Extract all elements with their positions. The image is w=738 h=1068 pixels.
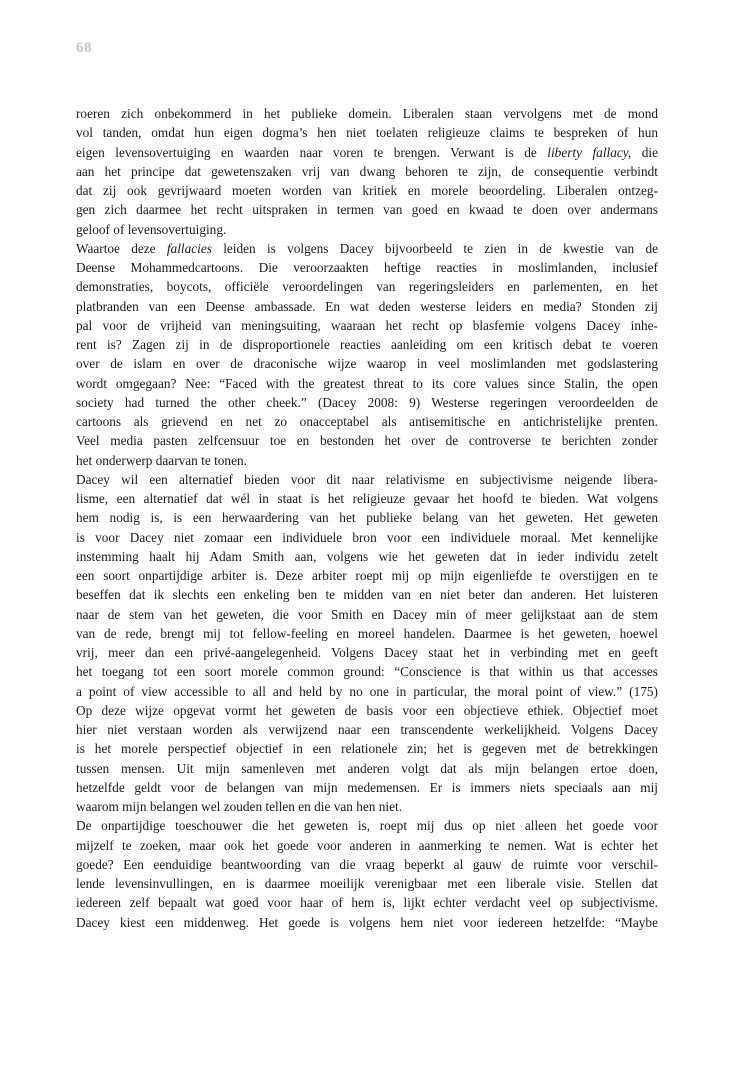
- text-line: [76, 354, 658, 373]
- text-segment: gen zich daarmee het recht uitspraken in termen van goed en kwaad te doen over andermans: [76, 202, 658, 218]
- text-segment: iedereen zelf bepaalt wat goed voor haar of hem is, lijkt echter verdacht veel op subjectivisme.: [76, 895, 658, 911]
- text-segment: is het morele perspectief objectief in een relationele zin; het is gegeven met de betrekkingen: [76, 741, 658, 757]
- paragraph: [76, 470, 658, 817]
- text-segment: mijzelf te zoeken, maar ook het goede voor anderen in aanmerking te nemen. Wat is echter het: [76, 837, 658, 853]
- text-line: [76, 489, 658, 508]
- text-segment: roeren zich onbekommerd in het publieke domein. Liberalen staan vervolgens met de mond: [76, 106, 658, 121]
- text-line: [76, 528, 658, 547]
- text-segment: eigen levensovertuiging en waarden naar voren te brengen. Verwant is de: [76, 144, 548, 160]
- text-segment: Deense Mohammedcartoons. Die veroorzaakten heftige reacties in moslimlanden, inclusief: [76, 260, 658, 275]
- text-line: [76, 566, 658, 585]
- text-line: [76, 220, 658, 239]
- text-line: [76, 624, 658, 643]
- text-segment: is voor Dacey niet zomaar een individuele bron voor een individuele moraal. Met kennelijke: [76, 529, 658, 545]
- text-line: [76, 913, 658, 932]
- text-line: [76, 874, 658, 893]
- text-line: [76, 412, 658, 431]
- text-segment: lisme, een alternatief dat wél in staat is het religieuze gevaar het hoofd te bieden. Wat volgens: [76, 491, 658, 506]
- text-segment: dat zij ook gevrijwaard moeten worden van kritiek en morele beoordeling. Liberalen ontzeg-: [76, 183, 658, 198]
- text-segment: geloof of levensovertuiging.: [76, 221, 227, 237]
- text-line: [76, 143, 658, 162]
- text-line: [76, 200, 658, 219]
- text-segment: rent is? Zagen zij in de disproportionele reacties aanleiding om een kritisch debat te voeren: [76, 337, 658, 352]
- text-line: [76, 297, 658, 316]
- text-line: [76, 239, 658, 258]
- text-line: [76, 393, 658, 412]
- text-line: [76, 585, 658, 604]
- text-segment: beseffen dat ik slechts een enkeling ben te midden van en niet beter dan anderen. Het luisteren: [76, 587, 658, 603]
- text-segment: Dacey wil een alternatief bieden voor dit naar relativisme en subjectivisme neigende libera-: [76, 471, 658, 487]
- text-line: [76, 739, 658, 758]
- text-line: [76, 162, 658, 181]
- text-line: [76, 431, 658, 450]
- text-line: [76, 701, 658, 720]
- text-segment: het toegang tot een soort morele common ground: “Conscience is that within us that accesses: [76, 664, 658, 680]
- text-line: [76, 605, 658, 624]
- body-text: [76, 104, 658, 932]
- text-line: [76, 277, 658, 296]
- text-segment: van de rede, brengt mij tot fellow-feeling en moreel handelen. Daarmee is het geweten, hoewel: [76, 625, 658, 641]
- text-segment: De onpartijdige toeschouwer die het geweten is, roept mij dus op niet alleen het goede voor: [76, 818, 658, 834]
- text-line: [76, 181, 658, 200]
- text-segment: naar de stem van het geweten, die voor Smith en Dacey min of meer gelijkstaat aan de stem: [76, 606, 658, 622]
- italic-term: fallacies: [166, 240, 212, 256]
- text-segment: een soort onpartijdige arbiter is. Deze arbiter roept mij op mijn eigenliefde te overstijgen en te: [76, 568, 658, 583]
- paragraph: [76, 239, 658, 470]
- text-line: [76, 682, 658, 701]
- paragraph: [76, 816, 658, 932]
- text-segment: Dacey kiest een middenweg. Het goede is volgens hem niet voor iedereen hetzelfde: “Maybe: [76, 914, 658, 930]
- text-segment: Op deze wijze opgevat vormt het geweten de basis voor een objectieve ethiek. Objectief moet: [76, 702, 658, 718]
- text-segment: hetzelfde geldt voor de belangen van mijn medemensen. Er is immers niets speciaals aan mij: [76, 779, 658, 795]
- text-line: [76, 470, 658, 489]
- text-segment: pal voor de vrijheid van meningsuiting, waaraan het recht op blasfemie volgens Dacey inhe-: [76, 317, 658, 333]
- text-segment: society had turned the other cheek.” (Dacey 2008: 9) Westerse regeringen veroordeelden de: [76, 394, 658, 410]
- text-line: [76, 547, 658, 566]
- text-segment: waarom mijn belangen wel zouden tellen en die van hen niet.: [76, 799, 403, 814]
- text-line: [76, 836, 658, 855]
- text-segment: Waartoe deze: [76, 240, 167, 256]
- text-line: [76, 720, 658, 739]
- text-line: [76, 104, 658, 123]
- text-segment: hier niet verstaan worden als verwijzend naar een transcendente werkelijkheid. Volgens Dacey: [76, 722, 658, 737]
- text-segment: tussen mensen. Uit mijn samenleven met anderen volgt dat als mijn belangen ertoe doen,: [76, 760, 658, 776]
- text-segment: a point of view accessible to all and held by no one in particular, the moral point of view.” (175): [76, 683, 658, 699]
- text-line: [76, 643, 658, 662]
- text-line: [76, 451, 658, 470]
- text-line: [76, 816, 658, 835]
- text-segment: vol tanden, omdat hun eigen dogma’s hen niet toelaten religieuze claims te bespreken of hun: [76, 125, 658, 141]
- text-line: [76, 123, 658, 142]
- text-segment: lende levensinvullingen, en is daarmee moeilijk verenigbaar met een liberale visie. Stellen dat: [76, 876, 658, 891]
- text-line: [76, 316, 658, 335]
- text-segment: goede? Een eenduidige beantwoording van die vraag beperkt al gauw de ruimte voor verschil-: [76, 856, 658, 872]
- text-line: [76, 855, 658, 874]
- text-segment: die: [631, 144, 658, 160]
- text-segment: cartoons als grievend en net zo onacceptabel als antisemitische en antichristelijke prenten.: [76, 414, 658, 429]
- text-segment: Veel media pasten zelfcensuur toe en bestonden het over de controverse te berichten zonder: [76, 433, 658, 449]
- paragraph: [76, 104, 658, 239]
- text-line: [76, 374, 658, 393]
- text-segment: hem nodig is, is een herwaardering van het publieke belang van het geweten. Het geweten: [76, 510, 658, 526]
- text-line: [76, 508, 658, 527]
- text-segment: demonstraties, boycots, officiële veroordelingen van regeringsleiders en parlementen, en het: [76, 279, 658, 295]
- page-number: 68: [76, 40, 92, 56]
- text-segment: platbranden van een Deense ambassade. En wat deden westerse leiders en media? Stonden zij: [76, 298, 658, 314]
- text-segment: het onderwerp daarvan te tonen.: [76, 452, 247, 468]
- text-segment: vrij, meer dan een privé-aangelegenheid. Volgens Dacey staat het in verbinding met en geeft: [76, 645, 658, 660]
- text-segment: leiden is volgens Dacey bijvoorbeeld te zien in de kwestie van de: [211, 240, 659, 256]
- text-segment: wordt omgegaan? Nee: “Faced with the greatest threat to its core values since Stalin, the open: [76, 375, 658, 391]
- text-segment: aan het principe dat gewetenszaken vrij van dwang behoren te zijn, de consequentie verbindt: [76, 163, 658, 179]
- text-line: [76, 662, 658, 681]
- text-line: [76, 893, 658, 912]
- text-line: [76, 335, 658, 354]
- text-line: [76, 759, 658, 778]
- text-line: [76, 258, 658, 277]
- italic-term: liberty fallacy,: [547, 144, 632, 160]
- text-line: [76, 778, 658, 797]
- text-segment: instemming haalt hij Adam Smith aan, volgens wie het geweten dat in ieder individu zetelt: [76, 548, 658, 564]
- text-line: [76, 797, 658, 816]
- text-segment: over de islam en over de draconische wijze waarop in veel moslimlanden met godslastering: [76, 356, 658, 372]
